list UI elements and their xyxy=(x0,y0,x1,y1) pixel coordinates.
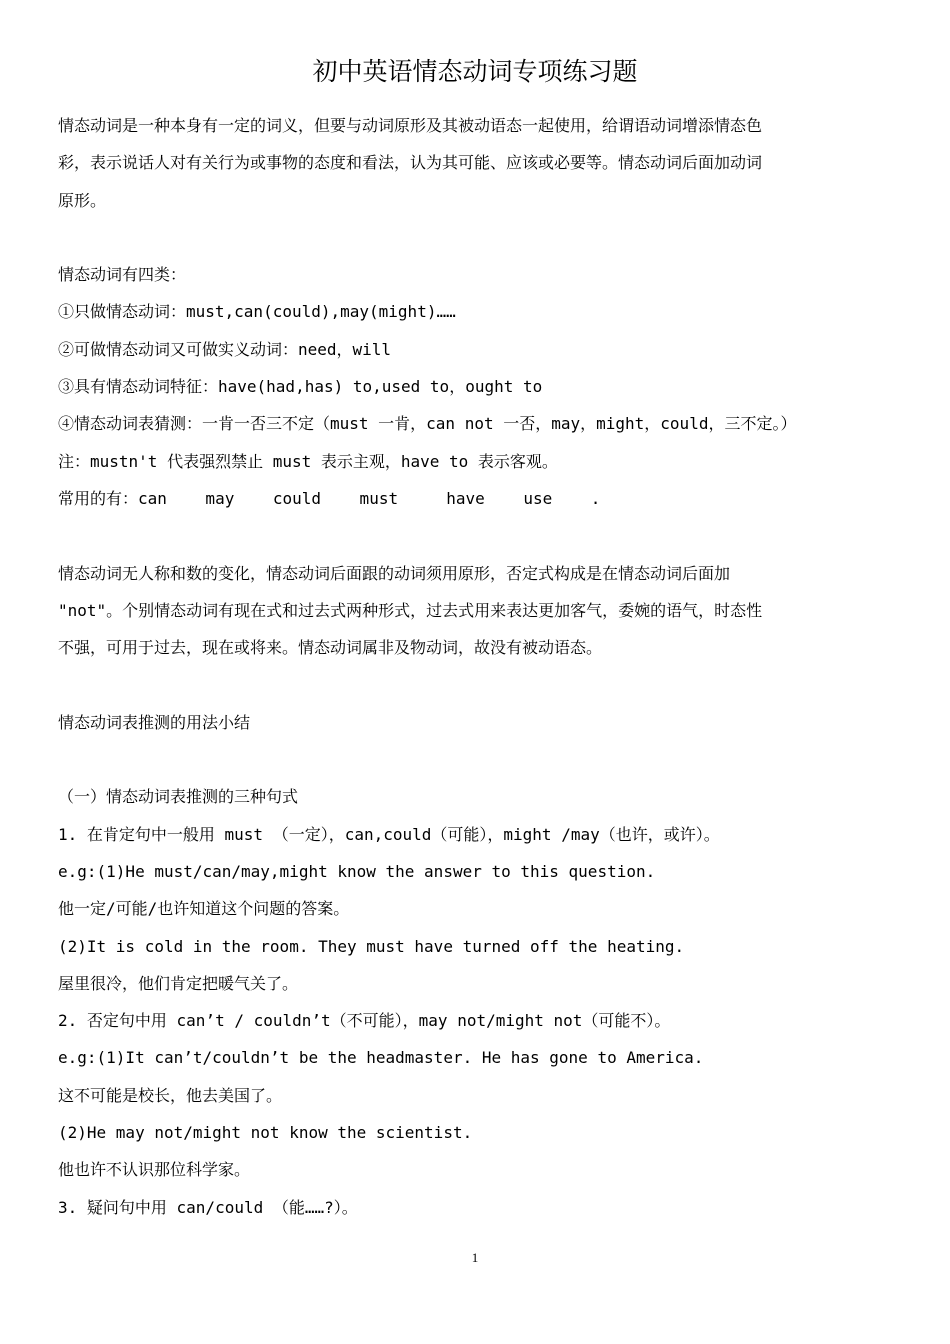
example-line: e.g:(1)It can’t/couldn’t be the headmaster. He has gone to America. xyxy=(58,1048,704,1068)
body-line: "not"。个别情态动词有现在式和过去式两种形式，过去式用来表达更加客气，委婉的语气，时态性 xyxy=(58,600,763,620)
body-line: 情态动词无人称和数的变化，情态动词后面跟的动词须用原形，否定式构成是在情态动词后面加 xyxy=(58,563,731,583)
blank-line xyxy=(58,517,898,554)
page-number: 1 xyxy=(471,1250,479,1265)
common-words-line: 常用的有：can may could must have use . xyxy=(58,488,601,508)
translation-line: 他一定/可能/也许知道这个问题的答案。 xyxy=(58,899,350,919)
blank-line xyxy=(58,666,898,703)
document-body xyxy=(58,107,898,1226)
example-line: (2)He may not/might not know the scientist. xyxy=(58,1123,473,1143)
list-item-3: ③具有情态动词特征：have(had,has) to,used to，ought to xyxy=(58,377,543,397)
example-line: (2)It is cold in the room. They must have turned off the heating. xyxy=(58,936,685,956)
translation-line: 这不可能是校长，他去美国了。 xyxy=(58,1085,283,1105)
rule-line: 3. 疑问句中用 can/could （能……?）。 xyxy=(58,1197,358,1217)
body-line: 原形。 xyxy=(58,190,107,210)
blank-line xyxy=(58,741,898,778)
list-item-1: ①只做情态动词：must,can(could),may(might)…… xyxy=(58,302,456,322)
rule-line: 2. 否定句中用 can’t / couldn’t（不可能），may not/might not（可能不）。 xyxy=(58,1011,671,1031)
body-line: 情态动词是一种本身有一定的词义，但要与动词原形及其被动语态一起使用，给谓语动词增添情态色 xyxy=(58,116,763,135)
section-heading: 情态动词表推测的用法小结 xyxy=(58,712,251,732)
document-title: 初中英语情态动词专项练习题 xyxy=(312,57,638,86)
list-item-4: ④情态动词表猜测：一肯一否三不定（must 一肯，can not 一否，may，might，could，三不定。） xyxy=(58,414,797,434)
body-line: 不强，可用于过去，现在或将来。情态动词属非及物动词，故没有被动语态。 xyxy=(58,638,603,658)
subsection-heading: （一）情态动词表推测的三种句式 xyxy=(58,787,299,807)
note-line: 注：mustn't 代表强烈禁止 must 表示主观，have to 表示客观。 xyxy=(58,451,558,471)
blank-line xyxy=(58,219,898,256)
body-line: 情态动词有四类： xyxy=(58,265,187,285)
rule-line: 1. 在肯定句中一般用 must （一定），can,could（可能），might /may（也许，或许）。 xyxy=(58,824,720,844)
list-item-2: ②可做情态动词又可做实义动词：need，will xyxy=(58,339,392,359)
body-line: 彩，表示说话人对有关行为或事物的态度和看法，认为其可能、应该或必要等。情态动词后面加动词 xyxy=(58,153,763,173)
translation-line: 屋里很冷，他们肯定把暖气关了。 xyxy=(58,973,299,993)
translation-line: 他也许不认识那位科学家。 xyxy=(58,1160,251,1180)
example-line: e.g:(1)He must/can/may,might know the answer to this question. xyxy=(58,861,656,881)
